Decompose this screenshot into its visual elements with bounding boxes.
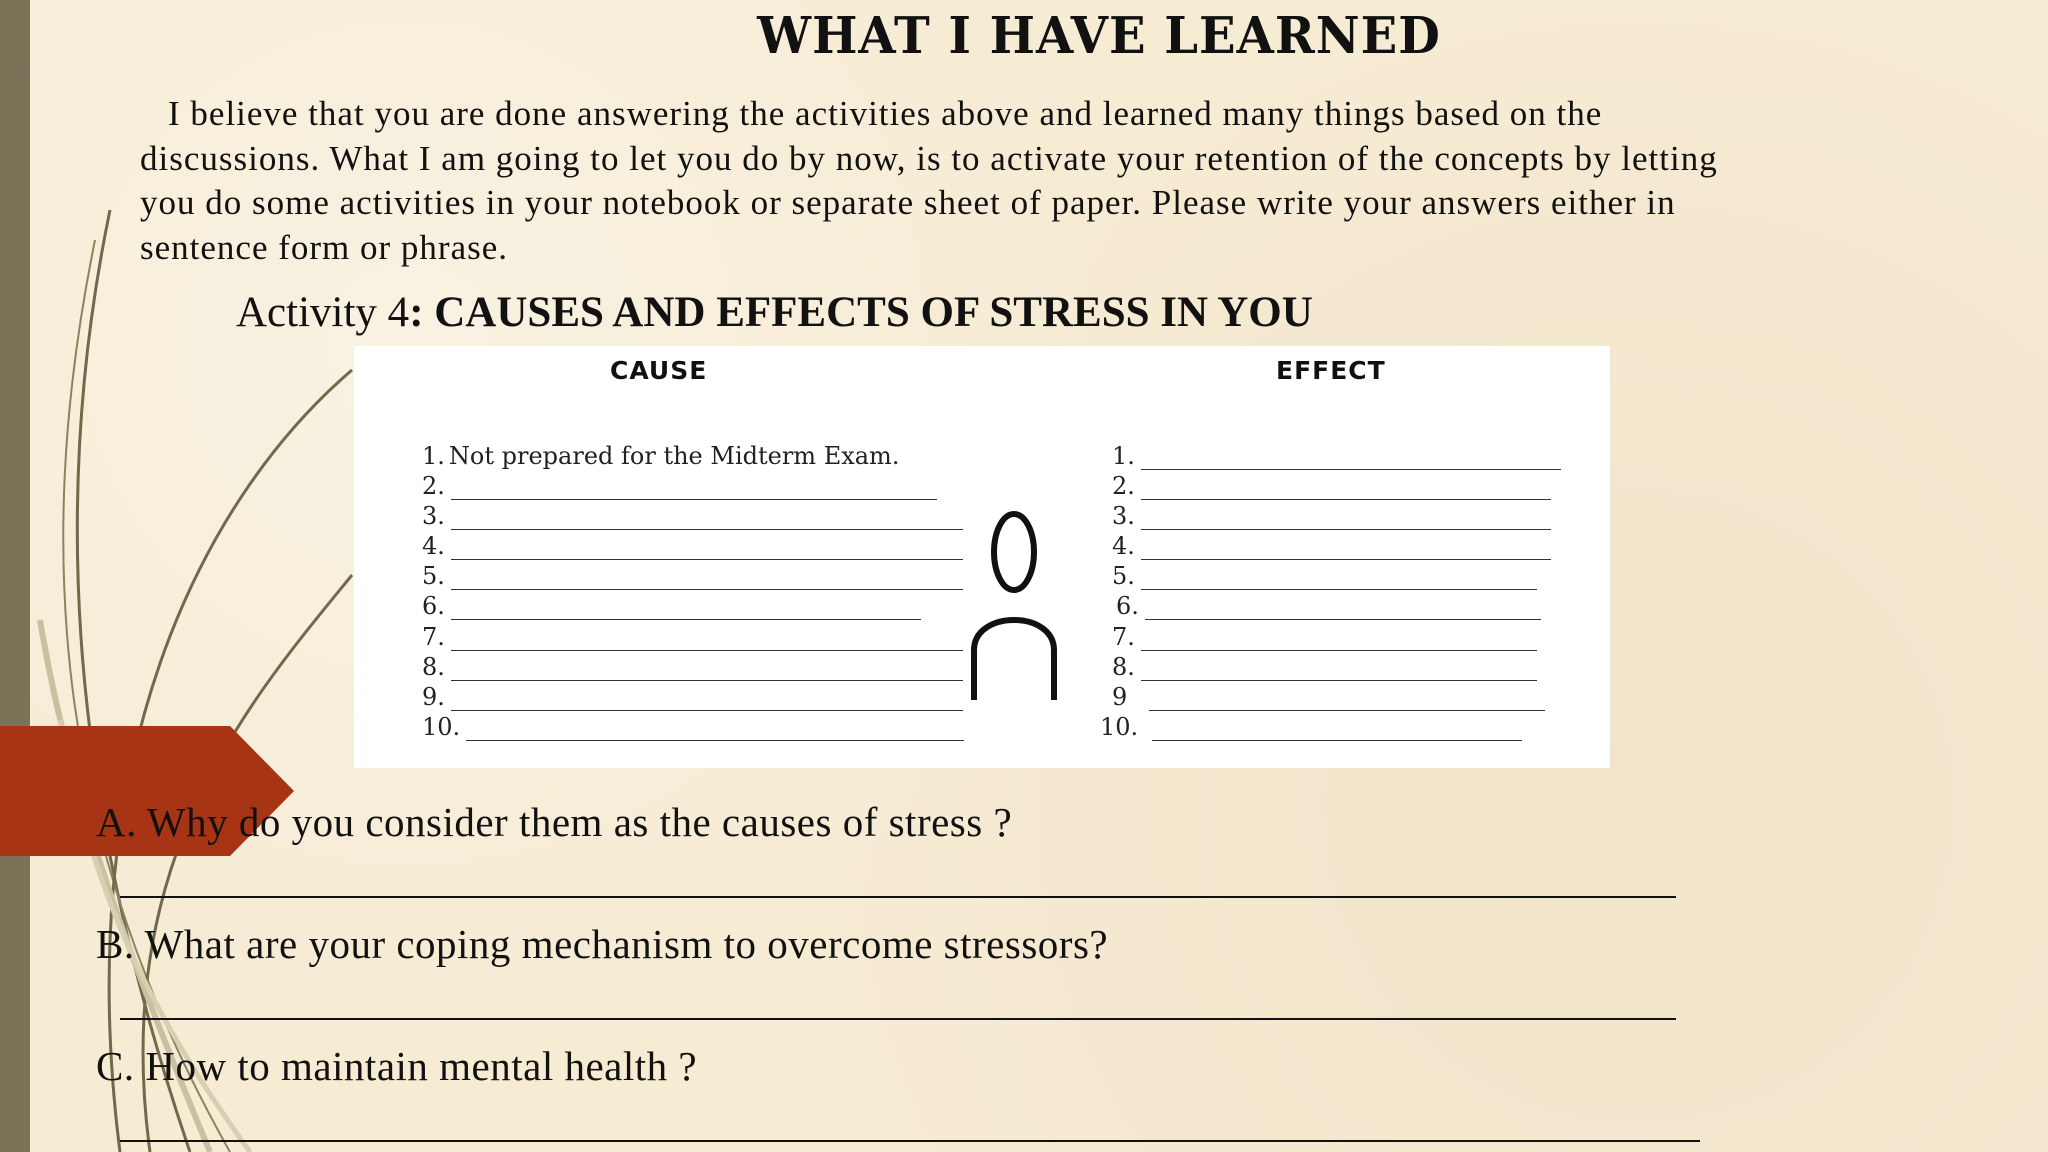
answer-line[interactable] [1141, 569, 1537, 590]
cause-row-10: 10. [422, 713, 964, 741]
answer-line[interactable] [451, 660, 963, 681]
effect-row-6: 6. [1116, 592, 1541, 620]
cause-row-8: 8. [422, 653, 963, 681]
cause-1-answer: Not prepared for the Midterm Exam. [448, 442, 900, 470]
answer-line[interactable] [1141, 509, 1551, 530]
intro-line-2: discussions. What I am going to let you do by now, is to activate your retention of the concepts by letting [140, 138, 1718, 178]
answer-line[interactable] [451, 479, 937, 500]
question-b: B. What are your coping mechanism to overcome stressors? [96, 921, 1109, 967]
cause-row-3: 3. [422, 502, 963, 530]
activity-heading [236, 288, 1313, 337]
answer-line[interactable] [1145, 599, 1541, 620]
page-title: WHAT I HAVE LEARNED [757, 6, 1441, 66]
cause-row-6: 6. [422, 592, 921, 620]
answer-line[interactable] [1141, 630, 1537, 651]
answer-line[interactable] [466, 720, 964, 741]
intro-paragraph [140, 92, 1900, 270]
intro-line-3: you do some activities in your notebook or separate sheet of paper. Please write your answers either in [140, 183, 1676, 222]
cause-row-7: 7. [422, 623, 963, 651]
answer-line[interactable] [451, 569, 963, 590]
answer-line-a[interactable] [120, 896, 1676, 898]
effect-row-2: 2. [1112, 472, 1551, 500]
answer-line-c[interactable] [120, 1140, 1700, 1142]
person-outline-icon [964, 510, 1064, 710]
answer-line[interactable] [1141, 539, 1551, 560]
answer-line[interactable] [451, 509, 963, 530]
cause-row-2: 2. [422, 472, 937, 500]
cause-header: CAUSE [610, 356, 708, 385]
answer-line[interactable] [1141, 660, 1537, 681]
effect-row-1: 1. [1112, 442, 1561, 470]
activity-title: : CAUSES AND EFFECTS OF STRESS IN YOU [409, 289, 1313, 336]
effect-row-5: 5. [1112, 562, 1537, 590]
cause-row-4: 4. [422, 532, 963, 560]
effect-row-3: 3. [1112, 502, 1551, 530]
effect-row-10: 10. [1100, 713, 1522, 741]
answer-line[interactable] [1141, 449, 1561, 470]
intro-line-4: sentence form or phrase. [140, 227, 509, 267]
cause-effect-panel [354, 346, 1610, 768]
effect-row-9: 9 [1112, 683, 1545, 711]
activity-prefix: Activity 4 [236, 289, 410, 336]
answer-line[interactable] [1141, 479, 1551, 500]
effect-row-4: 4. [1112, 532, 1551, 560]
answer-line[interactable] [1152, 720, 1522, 741]
answer-line[interactable] [451, 599, 921, 620]
answer-line-b[interactable] [120, 1018, 1676, 1020]
cause-row-1: 1. Not prepared for the Midterm Exam. [422, 442, 900, 470]
cause-row-5: 5. [422, 562, 963, 590]
cause-row-9: 9. [422, 683, 963, 711]
answer-line[interactable] [451, 539, 963, 560]
question-a: A. Why do you consider them as the causes of stress ? [96, 799, 1013, 845]
effect-row-8: 8. [1112, 653, 1537, 681]
answer-line[interactable] [451, 690, 963, 711]
question-c: C. How to maintain mental health ? [96, 1043, 698, 1089]
effect-row-7: 7. [1112, 623, 1537, 651]
answer-line[interactable] [451, 630, 963, 651]
effect-header: EFFECT [1276, 356, 1386, 385]
answer-line[interactable] [1149, 690, 1545, 711]
intro-line-1: I believe that you are done answering the activities above and learned many things based on the [168, 94, 1603, 133]
